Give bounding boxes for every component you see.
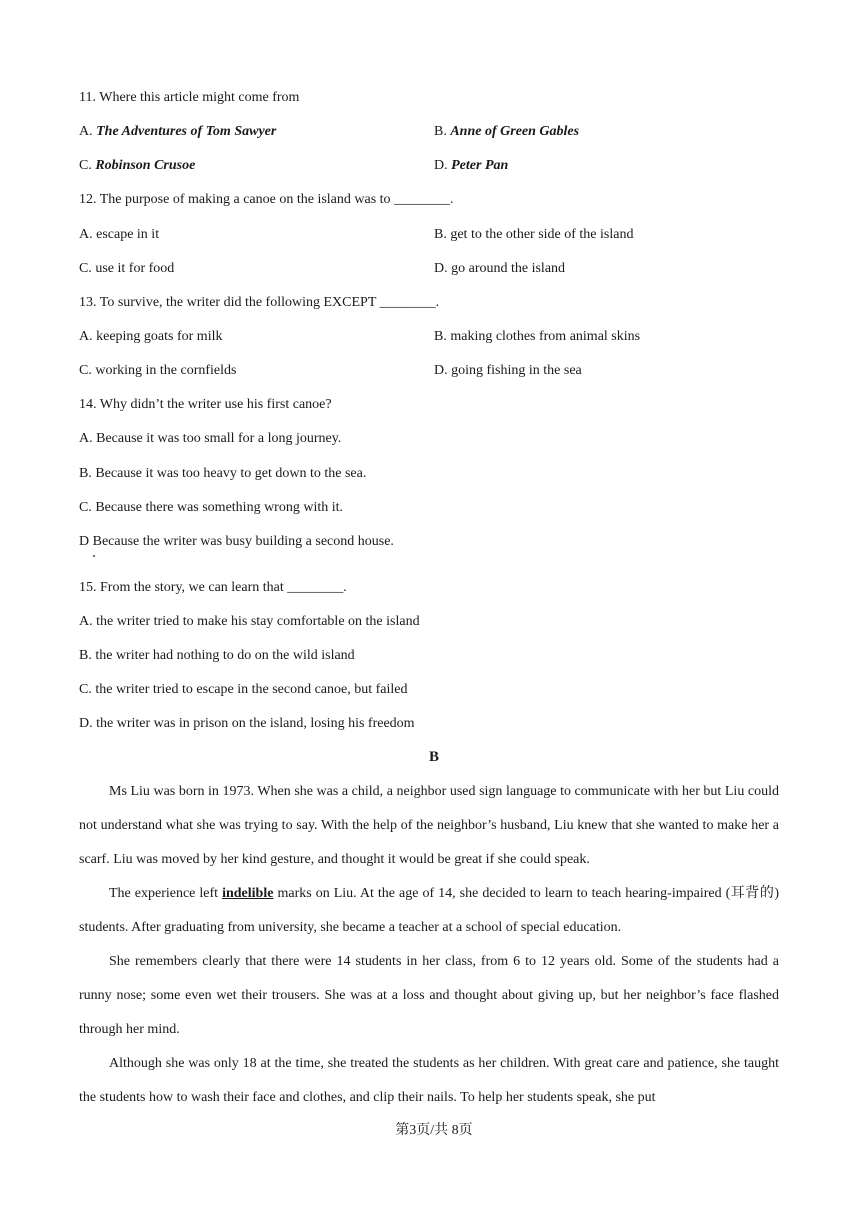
- q12-option-c: C. use it for food: [79, 261, 175, 276]
- q15-option-d: D. the writer was in prison on the island, losing his freedom: [79, 716, 415, 731]
- q11-option-b: B. Anne of Green Gables: [434, 124, 580, 139]
- q13-option-c: C. working in the cornfields: [79, 363, 237, 378]
- underlined-word: indelible: [222, 886, 274, 901]
- q12-stem: 12. The purpose of making a canoe on the island was to ________.: [79, 192, 454, 207]
- q14-stem: 14. Why didn’t the writer use his first canoe?: [79, 397, 332, 412]
- q11-option-a: A. The Adventures of Tom Sawyer: [79, 124, 277, 139]
- page-number: 第3页/共 8页: [395, 1123, 473, 1138]
- q15-option-c: C. the writer tried to escape in the second canoe, but failed: [79, 682, 408, 697]
- q14-option-b: B. Because it was too heavy to get down to the sea.: [79, 466, 367, 481]
- q14-option-c: C. Because there was something wrong with it.: [79, 500, 344, 515]
- passage-paragraph-2: The experience left indelible marks on Liu. At the age of 14, she decided to learn to teach hearing-impaired (耳背的) students. After graduating from university, she became a teacher at a school of special education.: [79, 886, 779, 935]
- passage-paragraph-3: She remembers clearly that there were 14 students in her class, from 6 to 12 years old. Some of the students had a runny nose; some even wet their trousers. She was at a loss and thought about giving up, but her neighbor’s face flashed through her mind.: [79, 954, 779, 1037]
- passage-paragraph-1: Ms Liu was born in 1973. When she was a child, a neighbor used sign language to communicate with her but Liu could not understand what she was trying to say. With the help of the neighbor’s husband, Liu knew that she wanted to make her a scarf. Liu was moved by her kind gesture, and thought it would be great if she could speak.: [79, 784, 779, 867]
- q12-option-b: B. get to the other side of the island: [434, 227, 634, 242]
- q14-option-a: A. Because it was too small for a long journey.: [79, 431, 342, 446]
- q13-option-b: B. making clothes from animal skins: [434, 329, 641, 344]
- q15-option-a: A. the writer tried to make his stay comfortable on the island: [79, 614, 420, 629]
- q13-stem: 13. To survive, the writer did the following EXCEPT ________.: [79, 295, 440, 310]
- q14-option-d: D Because the writer was busy building a second house.: [79, 534, 394, 549]
- section-b-passage: [79, 775, 779, 1115]
- q13-option-a: A. keeping goats for milk: [79, 329, 223, 344]
- q13-option-d: D. going fishing in the sea: [434, 363, 582, 378]
- q15-option-b: B. the writer had nothing to do on the wild island: [79, 648, 355, 663]
- q15-stem: 15. From the story, we can learn that ________.: [79, 580, 347, 595]
- stray-dot: [93, 555, 95, 557]
- section-b-heading: B: [428, 749, 439, 765]
- passage-paragraph-4: Although she was only 18 at the time, she treated the students as her children. With great care and patience, she taught the students how to wash their face and clothes, and clip their nails. To help her students speak, she put: [79, 1056, 779, 1105]
- q11-option-d: D. Peter Pan: [434, 158, 509, 173]
- q11-option-c: C. Robinson Crusoe: [79, 158, 196, 173]
- q12-option-d: D. go around the island: [434, 261, 566, 276]
- q11-stem: 11. Where this article might come from: [79, 90, 300, 105]
- q12-option-a: A. escape in it: [79, 227, 160, 242]
